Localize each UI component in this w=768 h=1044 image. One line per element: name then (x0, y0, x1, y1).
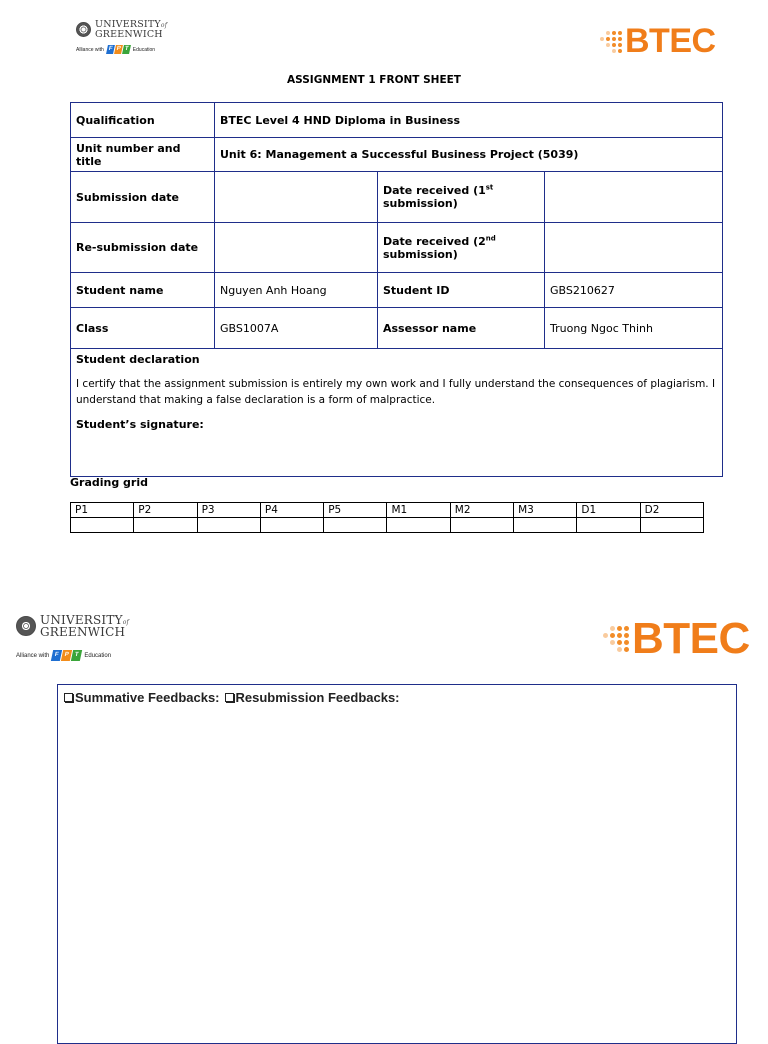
date-received-1-label (378, 172, 545, 223)
submission-date-row (71, 172, 723, 223)
feedback-header (64, 690, 400, 705)
university-name-line2: GREENWICH (40, 625, 126, 639)
resubmission-date-value[interactable] (215, 223, 378, 273)
fpt-letter-t: T (71, 650, 82, 661)
student-row (71, 273, 723, 308)
fpt-letter-p: P (115, 46, 122, 52)
date-received-2-value[interactable] (545, 223, 723, 273)
university-of-greenwich-logo (76, 20, 167, 54)
btec-logo-2 (603, 614, 750, 664)
qualification-value: BTEC Level 4 HND Diploma in Business (215, 103, 723, 138)
university-name-line2: GREENWICH (95, 28, 163, 40)
grade-cell-p4[interactable] (260, 518, 323, 533)
student-id-value: GBS210627 (545, 273, 723, 308)
declaration-title: Student declaration (76, 353, 200, 366)
grade-cell-p1[interactable] (71, 518, 134, 533)
fpt-logo-icon (52, 650, 81, 661)
university-seal-icon (76, 22, 91, 37)
btec-logo-text: BTEC (625, 22, 716, 60)
qualification-row (71, 103, 723, 138)
university-of-text: of (122, 619, 129, 626)
date-received-1-prefix: Date received (1 (383, 184, 486, 197)
resubmission-date-label: Re-submission date (71, 223, 215, 273)
qualification-label: Qualification (71, 103, 215, 138)
class-row (71, 308, 723, 349)
grade-cell-p2[interactable] (134, 518, 197, 533)
date-received-1-suffix: submission) (383, 197, 458, 210)
resubmission-date-row (71, 223, 723, 273)
alliance-line (16, 650, 129, 661)
date-received-1-sup: st (485, 183, 494, 192)
grade-col-p1: P1 (71, 503, 134, 518)
grade-col-d2: D2 (640, 503, 703, 518)
grade-cell-p5[interactable] (324, 518, 387, 533)
grade-cell-m1[interactable] (387, 518, 450, 533)
submission-date-value[interactable] (215, 172, 378, 223)
grade-col-m2: M2 (450, 503, 513, 518)
btec-logo-text: BTEC (632, 614, 750, 663)
fpt-letter-t: T (122, 45, 131, 54)
grade-cell-m3[interactable] (514, 518, 577, 533)
summative-checkbox-icon[interactable] (64, 693, 73, 702)
btec-dots-icon (603, 626, 629, 652)
page-title: ASSIGNMENT 1 FRONT SHEET (287, 74, 461, 86)
grade-cell-p3[interactable] (197, 518, 260, 533)
assessor-value: Truong Ngoc Thinh (545, 308, 723, 349)
resubmission-feedback-label: Resubmission Feedbacks: (235, 690, 400, 705)
grade-col-m1: M1 (387, 503, 450, 518)
resubmission-checkbox-icon[interactable] (225, 693, 234, 702)
alliance-suffix: Education (84, 652, 112, 659)
university-seal-icon (16, 616, 36, 636)
feedback-box[interactable] (57, 684, 737, 1044)
grading-grid (70, 502, 704, 533)
date-received-2-label (378, 223, 545, 273)
university-of-greenwich-logo-2 (16, 614, 129, 661)
university-of-text: of (160, 22, 168, 29)
declaration-row (71, 349, 723, 477)
front-sheet-table (70, 102, 723, 477)
declaration-text: I certify that the assignment submission is entirely my own work and I fully understand the consequences of plagiarism. I understand that making a false declaration is a form of malpractice. (76, 378, 716, 406)
student-name-value: Nguyen Anh Hoang (215, 273, 378, 308)
fpt-letter-f: F (106, 45, 115, 54)
alliance-prefix: Alliance with (76, 46, 104, 53)
class-value: GBS1007A (215, 308, 378, 349)
summative-feedback-label: Summative Feedbacks: (75, 690, 220, 705)
btec-logo (600, 22, 716, 61)
date-received-2-prefix: Date received (2 (383, 234, 486, 248)
unit-label: Unit number and title (71, 138, 215, 172)
unit-value: Unit 6: Management a Successful Business Project (5039) (215, 138, 723, 172)
grade-col-m3: M3 (514, 503, 577, 518)
grading-value-row (71, 518, 704, 533)
grade-col-p2: P2 (134, 503, 197, 518)
date-received-2-suffix: submission) (383, 247, 458, 261)
grade-col-d1: D1 (577, 503, 640, 518)
date-received-2-sup: nd (485, 233, 496, 242)
grade-cell-d2[interactable] (640, 518, 703, 533)
grading-grid-label: Grading grid (70, 476, 148, 489)
grade-cell-d1[interactable] (577, 518, 640, 533)
fpt-letter-p: P (61, 650, 72, 661)
alliance-suffix: Education (132, 46, 156, 53)
date-received-1-value[interactable] (545, 172, 723, 223)
fpt-logo-icon (107, 45, 130, 54)
unit-row (71, 138, 723, 172)
grade-col-p3: P3 (197, 503, 260, 518)
grade-cell-m2[interactable] (450, 518, 513, 533)
university-name-line1: UNIVERSITY (95, 19, 161, 30)
grade-col-p5: P5 (324, 503, 387, 518)
fpt-letter-f: F (51, 650, 62, 661)
alliance-line (76, 45, 167, 54)
btec-dots-icon (600, 31, 622, 53)
submission-date-label: Submission date (71, 172, 215, 223)
grade-col-p4: P4 (260, 503, 323, 518)
student-name-label: Student name (71, 273, 215, 308)
assessor-label: Assessor name (378, 308, 545, 349)
university-name-line1: UNIVERSITY (40, 613, 123, 627)
grading-header-row (71, 503, 704, 518)
student-id-label: Student ID (378, 273, 545, 308)
class-label: Class (71, 308, 215, 349)
alliance-prefix: Alliance with (16, 652, 50, 659)
declaration-cell (71, 349, 723, 477)
signature-label: Student’s signature: (76, 418, 204, 431)
